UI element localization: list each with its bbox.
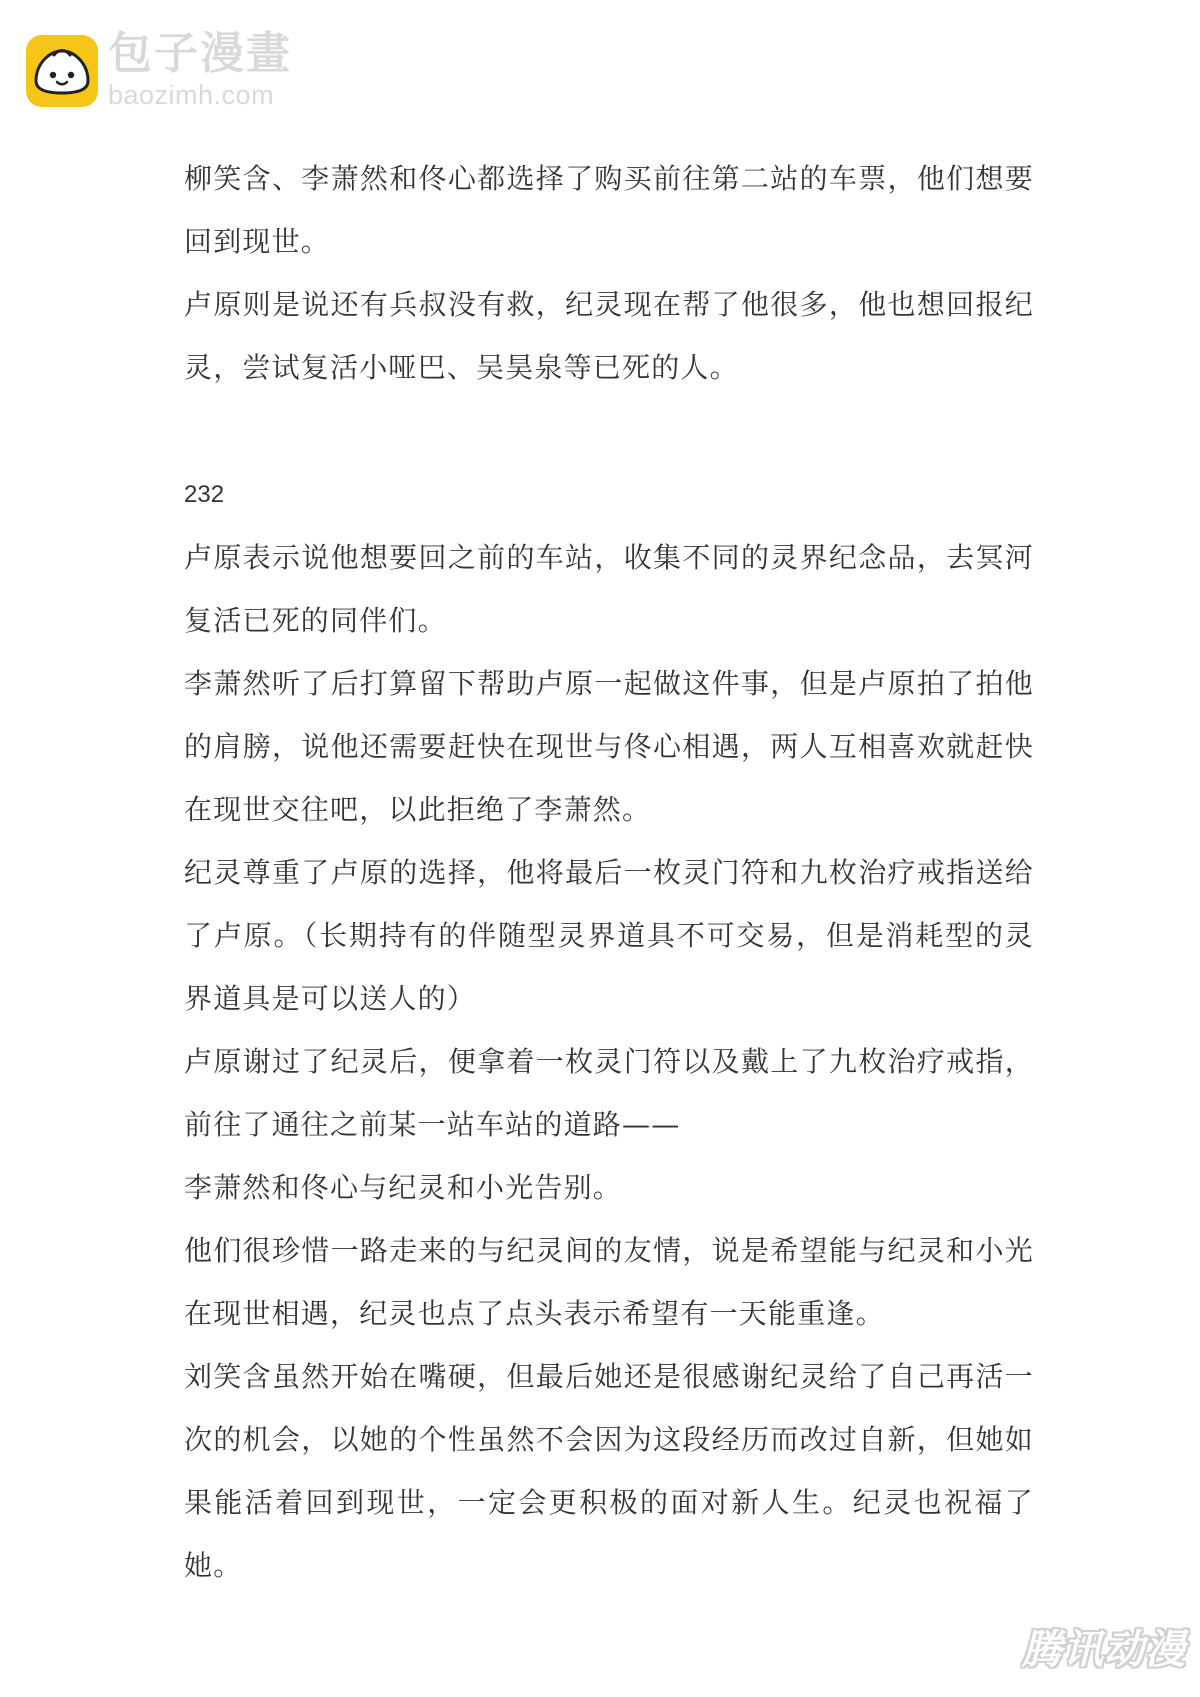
paragraph: 李萧然和佟心与纪灵和小光告别。: [184, 1171, 623, 1204]
paragraph: 纪灵尊重了卢原的选择，他将最后一枚灵门符和九枚治疗戒指送给了卢原。（长期持有的伴随型灵界道具不可交易，但是消耗型的灵界道具是可以送人的）: [184, 856, 1034, 1015]
paragraph: 李萧然听了后打算留下帮助卢原一起做这件事，但是卢原拍了拍他的肩膀，说他还需要赶快在现世与佟心相遇，两人互相喜欢就赶快在现世交往吧，以此拒绝了李萧然。: [184, 667, 1034, 826]
baozi-logo-icon: [26, 35, 98, 107]
paragraph: 他们很珍惜一路走来的与纪灵间的友情，说是希望能与纪灵和小光在现世相遇，纪灵也点了点头表示希望有一天能重逢。: [184, 1234, 1034, 1330]
paragraph: 刘笑含虽然开始在嘴硬，但最后她还是很感谢纪灵给了自己再活一次的机会，以她的个性虽然不会因为这段经历而改过自新，但她如果能活着回到现世，一定会更积极的面对新人生。纪灵也祝福了她。: [184, 1360, 1034, 1582]
paragraph: 卢原则是说还有兵叔没有救，纪灵现在帮了他很多，他也想回报纪灵，尝试复活小哑巴、吴昊泉等已死的人。: [184, 288, 1034, 384]
watermark-brand-url: baozimh.com: [108, 80, 275, 110]
watermark-text: [108, 28, 292, 110]
section-spacer: [184, 399, 1034, 463]
document-body: [184, 147, 1034, 1597]
site-watermark: [26, 28, 292, 110]
corner-watermark: 腾讯动漫: [1022, 1627, 1186, 1673]
paragraph: 柳笑含、李萧然和佟心都选择了购买前往第二站的车票，他们想要回到现世。: [184, 162, 1034, 258]
chapter-number: 232: [184, 481, 225, 508]
watermark-brand-name: 包子漫畫: [108, 28, 292, 79]
paragraph: 卢原谢过了纪灵后，便拿着一枚灵门符以及戴上了九枚治疗戒指，前往了通往之前某一站车站的道路——: [184, 1045, 1034, 1141]
paragraph: 卢原表示说他想要回之前的车站，收集不同的灵界纪念品，去冥河复活已死的同伴们。: [184, 541, 1034, 637]
